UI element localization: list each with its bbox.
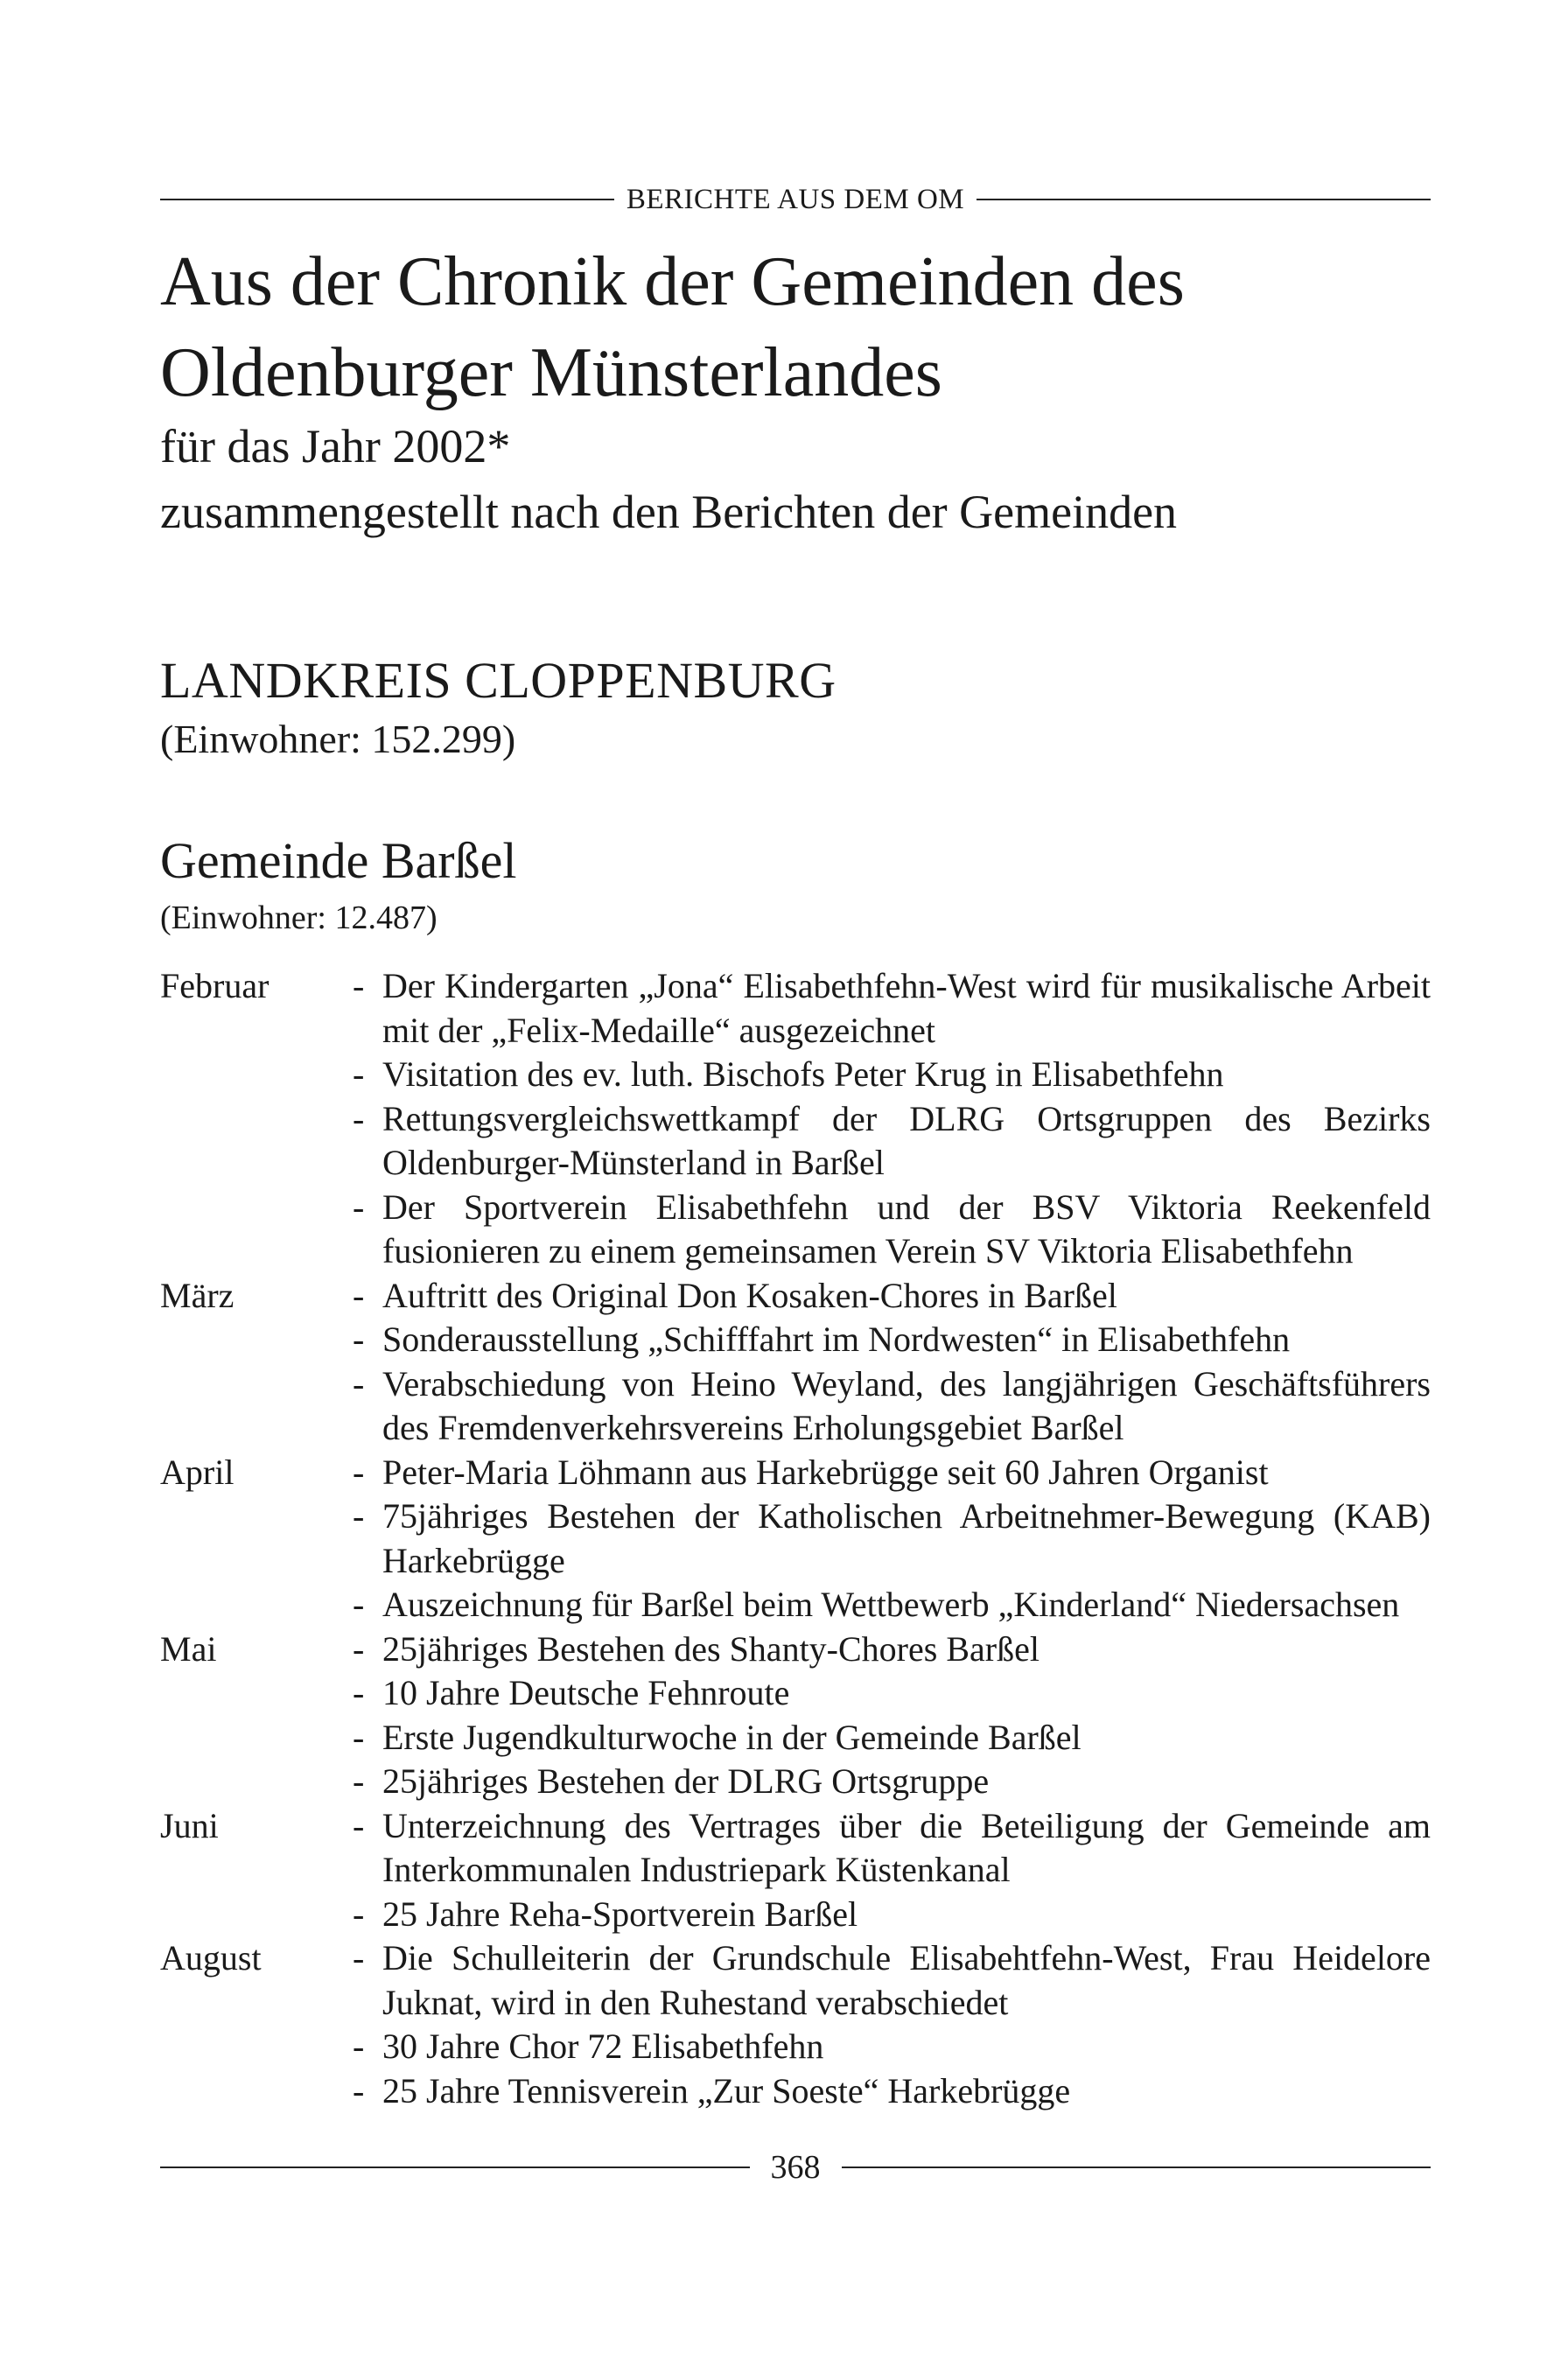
- chronicle-entry: [344, 1760, 1431, 1804]
- chronicle-entry: [344, 1186, 1431, 1274]
- entry-text: Visitation des ev. luth. Bischofs Peter Krug in Elisabethfehn: [382, 1054, 1224, 1094]
- month-label: Mai: [160, 1628, 217, 1669]
- entry-dash: -: [353, 966, 365, 1005]
- month-entries: [344, 1936, 1431, 2113]
- entry-text: Die Schulleiterin der Grundschule Elisabehtfehn-West, Frau Heidelore Juknat, wird in den Ruhestand verabschiedet: [382, 1938, 1431, 2022]
- chronicle-entry: [344, 1318, 1431, 1362]
- article-title-line-2: Oldenburger Münsterlandes: [160, 334, 942, 411]
- chronicle-entry: [344, 1451, 1431, 1495]
- chronicle-entry: [344, 1804, 1431, 1893]
- month-label: März: [160, 1275, 234, 1315]
- entry-dash: -: [353, 1761, 365, 1801]
- entry-text: Erste Jugendkulturwoche in der Gemeinde Barßel: [382, 1717, 1082, 1757]
- entry-dash: -: [353, 1894, 365, 1934]
- month-block: [160, 1804, 1431, 1937]
- entry-dash: -: [353, 1585, 365, 1624]
- footer-rule-left: [160, 2166, 750, 2168]
- month-entries: [344, 1628, 1431, 1804]
- chronicle-entry: [344, 964, 1431, 1053]
- month-entries: [344, 1274, 1431, 1451]
- page-number: 368: [770, 2149, 821, 2186]
- chronicle-entry: [344, 1628, 1431, 1672]
- entry-text: Auftritt des Original Don Kosaken-Chores in Barßel: [382, 1275, 1117, 1315]
- district-heading: LANDKREIS CLOPPENBURG: [160, 652, 836, 709]
- month-label: August: [160, 1938, 262, 1978]
- entry-dash: -: [353, 1186, 365, 1227]
- chronicle-entry: [344, 2025, 1431, 2069]
- entry-text: Rettungsvergleichswettkampf der DLRG Ortsgruppen des Bezirks Oldenburger-Münsterland in Barßel: [382, 1098, 1431, 1182]
- article-title: [160, 236, 1438, 418]
- chronicle-entry: [344, 1053, 1431, 1097]
- chronicle-entry: [344, 1097, 1431, 1186]
- entry-text: 25 Jahre Reha-Sportverein Barßel: [382, 1894, 858, 1934]
- footer-rule-right: [842, 2166, 1432, 2168]
- entry-text: 10 Jahre Deutsche Fehnroute: [382, 1673, 790, 1712]
- month-block: [160, 964, 1431, 1274]
- entry-text: 25jähriges Bestehen des Shanty-Chores Barßel: [382, 1628, 1040, 1669]
- entry-dash: -: [353, 1673, 365, 1712]
- entry-dash: -: [353, 2070, 365, 2110]
- entry-dash: -: [353, 1452, 365, 1492]
- running-head-rule-right: [976, 199, 1431, 200]
- chronicle-list: [160, 964, 1431, 2113]
- page-footer: [160, 2148, 1431, 2187]
- entry-dash: -: [353, 1098, 365, 1138]
- entry-text: Peter-Maria Löhmann aus Harkebrügge seit 60 Jahren Organist: [382, 1452, 1269, 1492]
- entry-dash: -: [353, 1320, 365, 1359]
- chronicle-entry: [344, 1716, 1431, 1760]
- month-label: April: [160, 1452, 234, 1492]
- month-entries: [344, 964, 1431, 1274]
- entry-text: 25jähriges Bestehen der DLRG Ortsgruppe: [382, 1761, 990, 1801]
- entry-dash: -: [353, 1275, 365, 1315]
- month-entries: [344, 1451, 1431, 1628]
- district-population: (Einwohner: 152.299): [160, 717, 516, 761]
- entry-dash: -: [353, 1628, 365, 1669]
- chronicle-entry: [344, 1936, 1431, 2025]
- chronicle-entry: [344, 1362, 1431, 1451]
- chronicle-entry: [344, 1893, 1431, 1937]
- chronicle-entry: [344, 1671, 1431, 1716]
- article-title-line-1: Aus der Chronik der Gemeinden des: [160, 243, 1185, 320]
- chronicle-entry: [344, 1274, 1431, 1319]
- article-subtitle-source: zusammengestellt nach den Berichten der Gemeinden: [160, 486, 1178, 538]
- entry-text: 25 Jahre Tennisverein „Zur Soeste“ Harkebrügge: [382, 2070, 1071, 2110]
- chronicle-entry: [344, 1494, 1431, 1583]
- month-block: [160, 1936, 1431, 2113]
- chronicle-entry: [344, 2069, 1431, 2114]
- running-head: [160, 182, 1431, 217]
- entry-dash: -: [353, 2026, 365, 2066]
- month-label: Juni: [160, 1805, 219, 1845]
- article-subtitle-year: für das Jahr 2002*: [160, 420, 511, 472]
- month-entries: [344, 1804, 1431, 1937]
- entry-text: Auszeichnung für Barßel beim Wettbewerb „Kinderland“ Niedersachsen: [382, 1585, 1400, 1624]
- entry-text: Unterzeichnung des Vertrages über die Beteiligung der Gemeinde am Interkommunalen Industriepark Küstenkanal: [382, 1805, 1431, 1889]
- entry-text: Der Sportverein Elisabethfehn und der BSV Viktoria Reekenfeld fusionieren zu einem gemeinsamen Verein SV Viktoria Elisabethfehn: [382, 1186, 1431, 1270]
- entry-text: Sonderausstellung „Schifffahrt im Nordwesten“ in Elisabethfehn: [382, 1320, 1291, 1359]
- month-block: [160, 1274, 1431, 1451]
- chronicle-entry: [344, 1583, 1431, 1628]
- month-label: Februar: [160, 966, 270, 1005]
- entry-text: Verabschiedung von Heino Weyland, des langjährigen Geschäftsführers des Fremdenverkehrsvereins Erholungsgebiet Barßel: [382, 1363, 1431, 1447]
- community-heading: Gemeinde Barßel: [160, 832, 517, 889]
- entry-text: 30 Jahre Chor 72 Elisabethfehn: [382, 2026, 824, 2066]
- entry-text: Der Kindergarten „Jona“ Elisabethfehn-West wird für musikalische Arbeit mit der „Felix-Medaille“ ausgezeichnet: [382, 966, 1431, 1050]
- entry-dash: -: [353, 1054, 365, 1094]
- entry-text: 75jähriges Bestehen der Katholischen Arbeitnehmer-Bewegung (KAB) Harkebrügge: [382, 1496, 1431, 1580]
- month-block: [160, 1628, 1431, 1804]
- community-population: (Einwohner: 12.487): [160, 900, 438, 936]
- entry-dash: -: [353, 1717, 365, 1757]
- month-block: [160, 1451, 1431, 1628]
- entry-dash: -: [353, 1496, 365, 1536]
- running-head-label: BERICHTE AUS DEM OM: [626, 183, 965, 215]
- entry-dash: -: [353, 1363, 365, 1404]
- entry-dash: -: [353, 1938, 365, 1978]
- entry-dash: -: [353, 1805, 365, 1845]
- running-head-rule-left: [160, 199, 614, 200]
